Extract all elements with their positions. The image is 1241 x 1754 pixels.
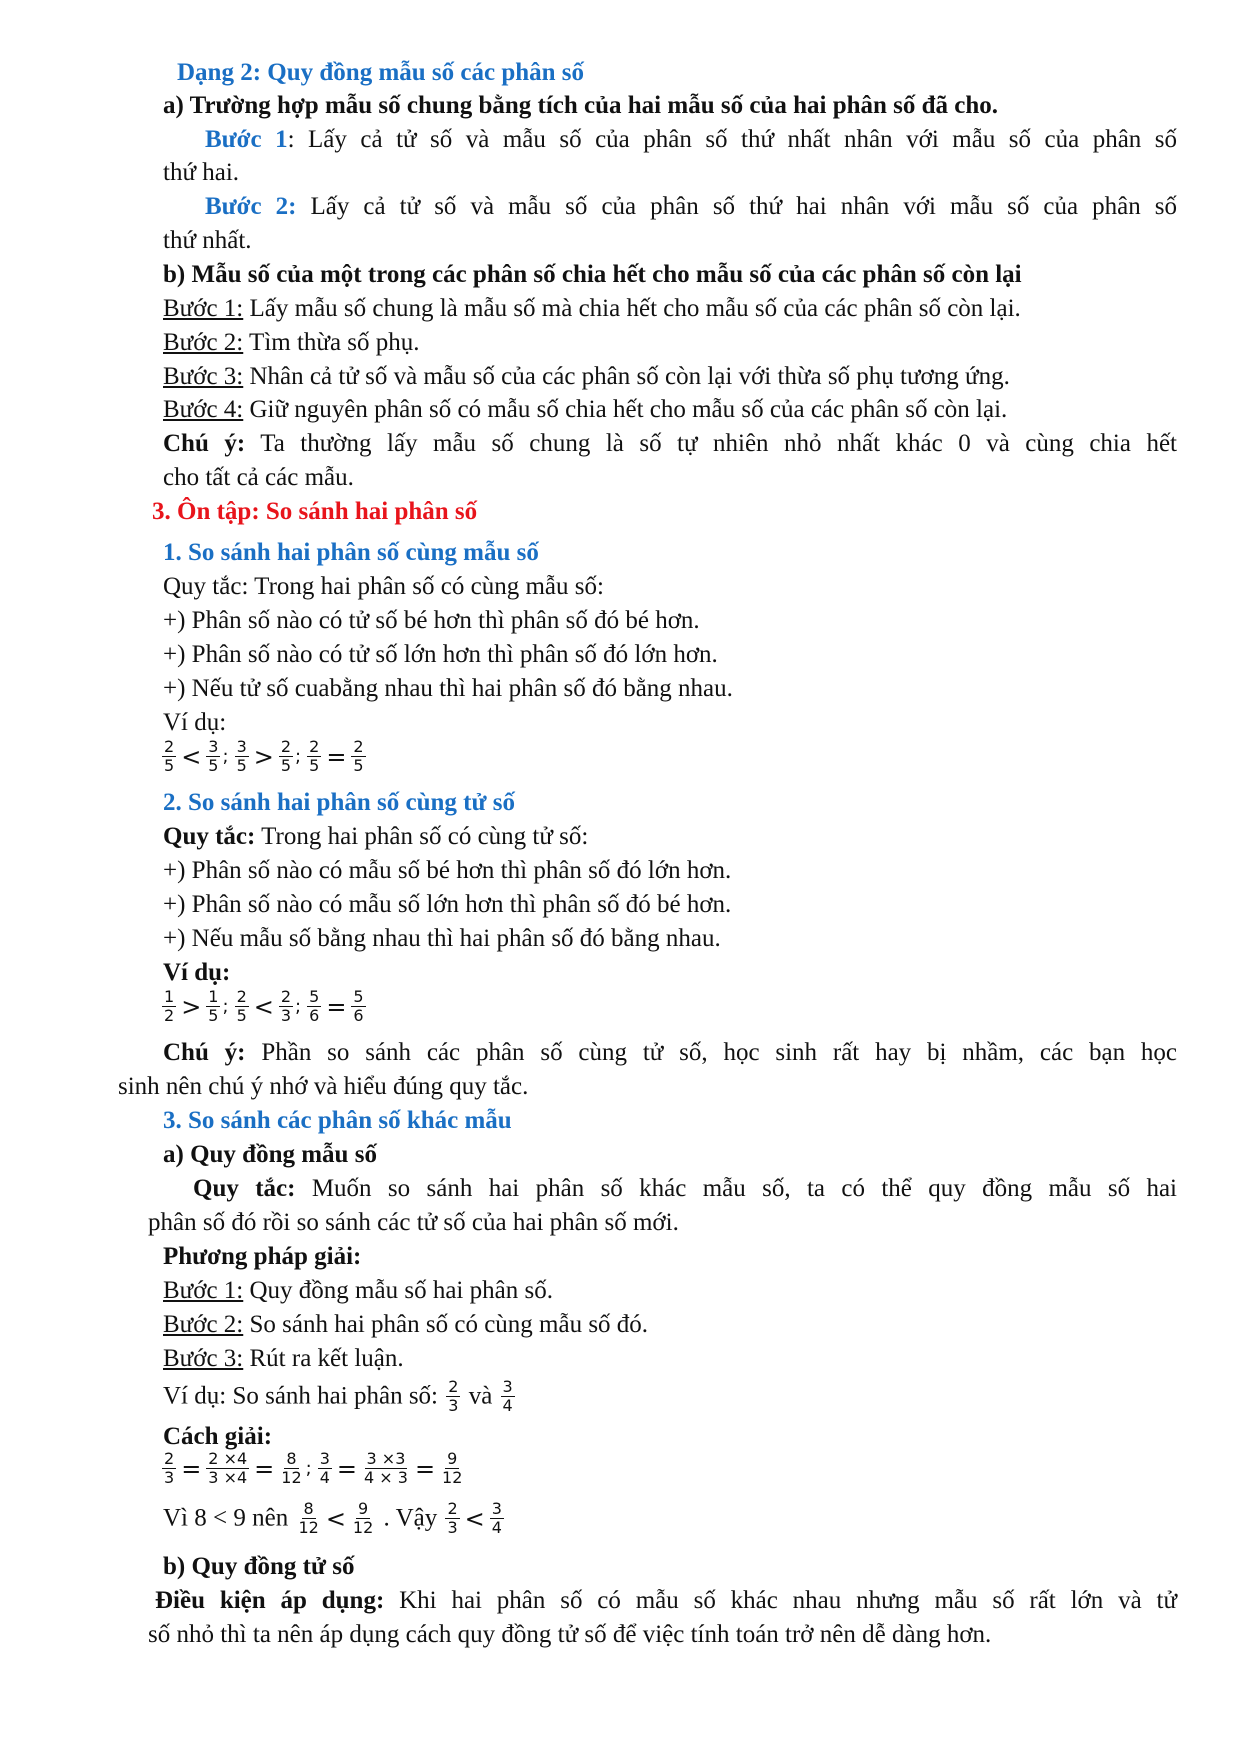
fraction: $\frac{5}{6}$ bbox=[353, 987, 364, 1025]
s2-example-math: $\frac{1}{2}$ > $\frac{1}{5}$ ; $\frac{2}{5}$ < $\frac{2}{3}$ ; $\frac{5}{6}$ = $\frac{5}{6}$ bbox=[164, 987, 364, 1025]
step-text: : Lấy cả tử số và mẫu số của phân số thứ nhất nhân với mẫu số của phân số bbox=[287, 126, 1178, 153]
s2-item: +) Nếu mẫu số bằng nhau thì hai phân số đó bằng nhau. bbox=[163, 925, 721, 952]
fraction: $\frac{1}{5}$ bbox=[208, 987, 219, 1025]
fraction: $\frac{3}{4}$ bbox=[491, 1499, 502, 1537]
s3-solution-label: Cách giải: bbox=[163, 1423, 273, 1450]
section3-title: 3. Ôn tập: So sánh hai phân số bbox=[152, 498, 478, 525]
s2-title: 2. So sánh hai phân số cùng tử số bbox=[163, 789, 515, 816]
fraction: $\frac{8}{12}$ bbox=[298, 1499, 319, 1537]
step-text: Quy đồng mẫu số hai phân số. bbox=[243, 1277, 553, 1304]
s3-a-title: a) Quy đồng mẫu số bbox=[163, 1141, 377, 1168]
s1-item: +) Phân số nào có tử số bé hơn thì phân số đó bé hơn. bbox=[163, 607, 700, 634]
s2-item: +) Phân số nào có mẫu số lớn hơn thì phân số đó bé hơn. bbox=[163, 891, 732, 918]
step-label: Bước 2: bbox=[163, 329, 244, 356]
fraction: $\frac{9}{12}$ bbox=[352, 1499, 374, 1537]
fraction: $\frac{2}{5}$ bbox=[236, 987, 247, 1025]
s2-note-cont: sinh nên chú ý nhớ và hiểu đúng quy tắc. bbox=[118, 1073, 529, 1100]
s3-conclusion: Vì 8 < 9 nên $\frac{8}{12}$ < $\frac{9}{12}$ . Vậy $\frac{2}{3}$ < $\frac{3}{4}$ bbox=[163, 1499, 502, 1537]
s1-item: +) Nếu tử số cuabằng nhau thì hai phân số đó bằng nhau. bbox=[163, 675, 733, 702]
step-text: Rút ra kết luận. bbox=[243, 1345, 404, 1372]
condition-text: Khi hai phân số có mẫu số khác nhau nhưng mẫu số rất lớn và tử bbox=[384, 1587, 1177, 1614]
s3-title: 3. So sánh các phân số khác mẫu bbox=[163, 1107, 512, 1134]
example-and: và bbox=[468, 1382, 493, 1410]
step-text: So sánh hai phân số có cùng mẫu số đó. bbox=[243, 1311, 649, 1338]
fraction: $\frac{2}{3}$ bbox=[447, 1499, 458, 1537]
s3-rule bbox=[193, 1174, 1177, 1204]
dang2-note-cont: cho tất cả các mẫu. bbox=[163, 464, 354, 491]
dang2-a-step2 bbox=[205, 192, 1177, 222]
step-label: Bước 2: bbox=[205, 193, 297, 220]
step-text: Nhân cả tử số và mẫu số của các phân số còn lại với thừa số phụ tương ứng. bbox=[243, 363, 1010, 390]
step-label: Bước 2: bbox=[163, 1311, 244, 1338]
step-label: Bước 1 bbox=[205, 126, 288, 153]
dang2-b-step bbox=[163, 395, 1007, 425]
dang2-a-step1-cont: thứ hai. bbox=[163, 159, 240, 186]
s2-note bbox=[163, 1038, 1177, 1068]
note-label: Chú ý: bbox=[163, 1039, 246, 1066]
s2-example-label: Ví dụ: bbox=[163, 959, 231, 986]
conclusion-mid: . Vậy bbox=[377, 1504, 444, 1532]
fraction: $\frac{3}{5}$ bbox=[208, 737, 219, 775]
fraction: $\frac{2}{3}$ bbox=[448, 1377, 459, 1415]
rule-label: Quy tắc: bbox=[193, 1175, 296, 1202]
fraction: $\frac{2}{5}$ bbox=[280, 737, 292, 775]
step-text: Giữ nguyên phân số có mẫu số chia hết cho mẫu số của các phân số còn lại. bbox=[243, 396, 1008, 423]
s3-b-title: b) Quy đồng tử số bbox=[163, 1553, 355, 1580]
s3-condition-cont: số nhỏ thì ta nên áp dụng cách quy đồng tử số để việc tính toán trở nên dễ dàng hơn. bbox=[148, 1621, 992, 1648]
dang2-b-step bbox=[163, 328, 420, 358]
fraction: $\frac{2}{3}$ bbox=[280, 987, 292, 1025]
note-text: Phần so sánh các phân số cùng tử số, học sinh rất hay bị nhầm, các bạn học bbox=[245, 1039, 1177, 1066]
fraction: $\frac{5}{6}$ bbox=[309, 987, 320, 1025]
fraction: $\frac{3}{5}$ bbox=[236, 737, 247, 775]
s1-rule: Quy tắc: Trong hai phân số có cùng mẫu số: bbox=[163, 573, 604, 600]
fraction: $\frac{2}{5}$ bbox=[164, 737, 175, 775]
s3-solution-math: $\frac{2}{3}$ = $\frac{2 \times 4}{3 \times 4}$ = $\frac{8}{12}$ ; $\frac{3}{4}$ = $\frac{3 \times 3}{4 \times 3}$ = $\frac{9}{12}$ bbox=[164, 1449, 463, 1487]
step-label: Bước 1: bbox=[163, 295, 244, 322]
s1-item: +) Phân số nào có tử số lớn hơn thì phân số đó lớn hơn. bbox=[163, 641, 718, 668]
dang2-b-step bbox=[163, 362, 1010, 392]
fraction: $\frac{3}{4}$ bbox=[319, 1449, 330, 1487]
fraction: $\frac{2}{3}$ bbox=[164, 1449, 175, 1487]
step-text: Tìm thừa số phụ. bbox=[243, 329, 420, 356]
fraction: $\frac{2}{5}$ bbox=[353, 737, 364, 775]
dang2-a-title: a) Trường hợp mẫu số chung bằng tích của hai mẫu số của hai phân số đã cho. bbox=[163, 92, 999, 119]
s1-example-label: Ví dụ: bbox=[163, 709, 227, 736]
s2-item: +) Phân số nào có mẫu số bé hơn thì phân số đó lớn hơn. bbox=[163, 857, 732, 884]
s3-step bbox=[163, 1344, 404, 1374]
dang2-a-step2-cont: thứ nhất. bbox=[163, 227, 252, 254]
fraction: $\frac{2}{5}$ bbox=[309, 737, 320, 775]
dang2-b-step bbox=[163, 294, 1021, 324]
s2-rule bbox=[163, 822, 588, 852]
conclusion-text: Vì 8 < 9 nên bbox=[163, 1504, 295, 1532]
rule-text: Trong hai phân số có cùng tử số: bbox=[255, 823, 589, 850]
dang2-note bbox=[163, 429, 1177, 459]
step-label: Bước 3: bbox=[163, 363, 244, 390]
s3-rule-cont: phân số đó rồi so sánh các tử số của hai phân số mới. bbox=[148, 1209, 679, 1236]
s3-condition bbox=[155, 1586, 1177, 1616]
dang2-title: Dạng 2: Quy đồng mẫu số các phân số bbox=[177, 59, 585, 86]
step-text: Lấy cả tử số và mẫu số của phân số thứ hai nhân với mẫu số của phân số bbox=[296, 193, 1177, 220]
condition-label: Điều kiện áp dụng: bbox=[155, 1587, 385, 1614]
step-label: Bước 3: bbox=[163, 1345, 244, 1372]
s3-step bbox=[163, 1276, 553, 1306]
fraction: $\frac{1}{2}$ bbox=[164, 987, 175, 1025]
fraction: $\frac{8}{12}$ bbox=[281, 1449, 302, 1487]
rule-text: Muốn so sánh hai phân số khác mẫu số, ta có thể quy đồng mẫu số hai bbox=[295, 1175, 1177, 1202]
fraction: $\frac{3 \times 3}{4 \times 3}$ bbox=[364, 1449, 408, 1487]
note-label: Chú ý: bbox=[163, 430, 246, 457]
fraction: $\frac{2 \times 4}{3 \times 4}$ bbox=[208, 1449, 248, 1487]
step-label: Bước 1: bbox=[163, 1277, 244, 1304]
example-text: Ví dụ: So sánh hai phân số: bbox=[163, 1382, 445, 1410]
dang2-a-step1 bbox=[205, 125, 1177, 155]
step-text: Lấy mẫu số chung là mẫu số mà chia hết cho mẫu số của các phân số còn lại. bbox=[243, 295, 1021, 322]
fraction: $\frac{3}{4}$ bbox=[502, 1377, 513, 1415]
dang2-b-title: b) Mẫu số của một trong các phân số chia hết cho mẫu số của các phân số còn lại bbox=[163, 261, 1022, 288]
step-label: Bước 4: bbox=[163, 396, 244, 423]
note-text: Ta thường lấy mẫu số chung là số tự nhiên nhỏ nhất khác 0 và cùng chia hết bbox=[245, 430, 1177, 457]
s3-step bbox=[163, 1310, 648, 1340]
s1-title: 1. So sánh hai phân số cùng mẫu số bbox=[163, 539, 539, 566]
s1-example-math: $\frac{2}{5}$ < $\frac{3}{5}$ ; $\frac{3}{5}$ > $\frac{2}{5}$ ; $\frac{2}{5}$ = $\frac{2}{5}$ bbox=[164, 737, 364, 775]
rule-label: Quy tắc: bbox=[163, 823, 256, 850]
s3-example bbox=[163, 1378, 517, 1415]
fraction: $\frac{9}{12}$ bbox=[442, 1449, 463, 1487]
s3-method-label: Phương pháp giải: bbox=[163, 1243, 362, 1270]
